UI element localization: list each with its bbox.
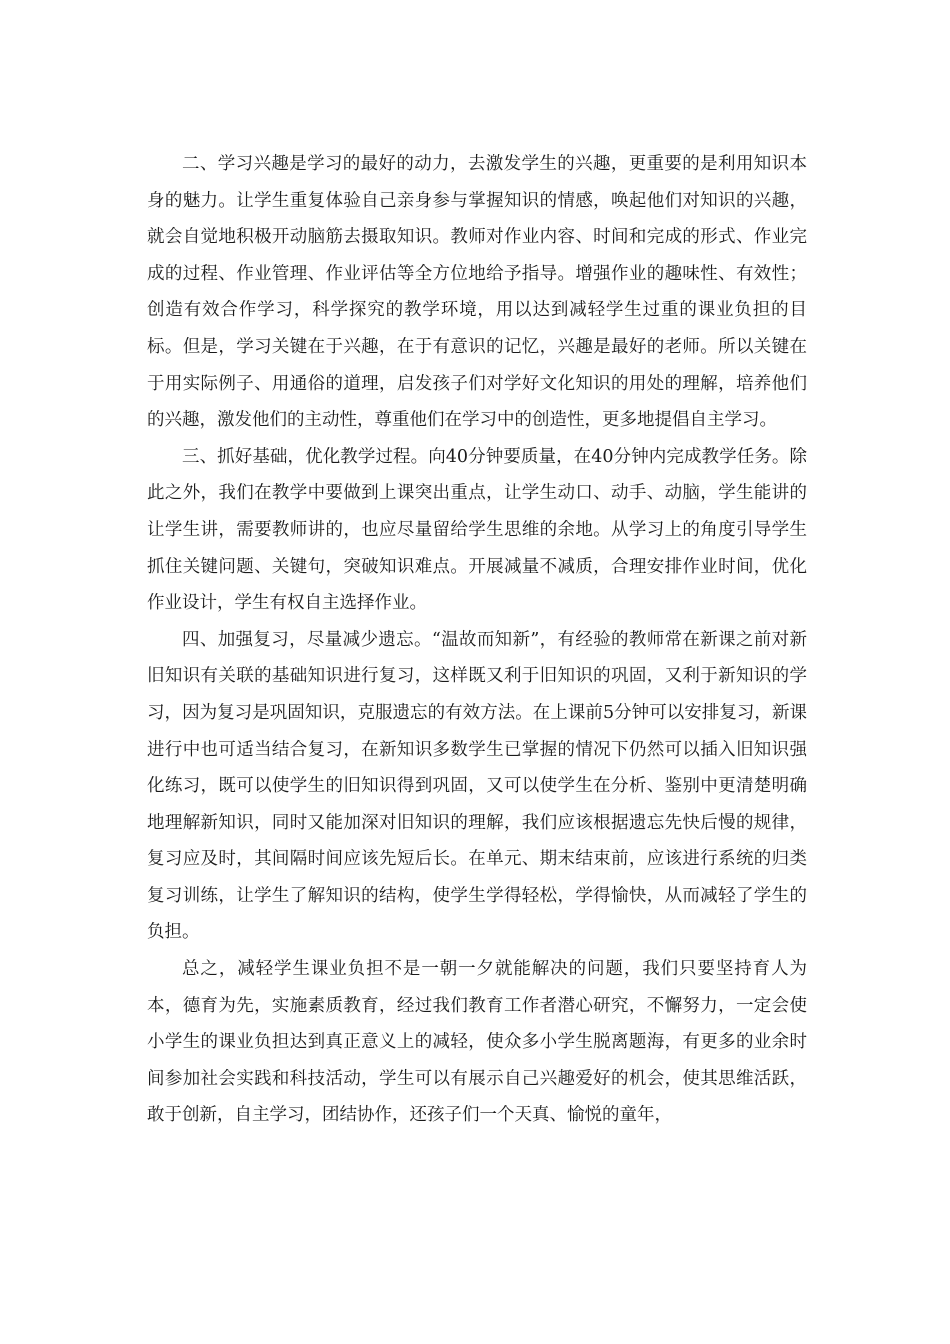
paragraph-review: 四、加强复习，尽量减少遗忘。“温故而知新”，有经验的教师常在新课之前对新旧知识有关联的基础知识进行复习，这样既又利于旧知识的巩固，又利于新知识的学习，因为复习是巩固知识，克服遗忘的有效方法。在上课前5分钟可以安排复习，新课进行中也可适当结合复习，在新知识多数学生已掌握的情况下仍然可以插入旧知识强化练习，既可以使学生的旧知识得到巩固，又可以使学生在分析、鉴别中更清楚明确地理解新知识，同时又能加深对旧知识的理解，我们应该根据遗忘先快后慢的规律，复习应及时，其间隔时间应该先短后长。在单元、期末结束前，应该进行系统的归类复习训练，让学生了解知识的结构，使学生学得轻松，学得愉快，从而减轻了学生的负担。 bbox=[147, 629, 807, 943]
document-body bbox=[147, 146, 807, 1134]
paragraph-interest: 二、学习兴趣是学习的最好的动力，去激发学生的兴趣，更重要的是利用知识本身的魅力。让学生重复体验自己亲身参与掌握知识的情感，唤起他们对知识的兴趣，就会自觉地积极开动脑筋去摄取知识。教师对作业内容、时间和完成的形式、作业完成的过程、作业管理、作业评估等全方位地给予指导。增强作业的趣味性、有效性；创造有效合作学习，科学探究的教学环境，用以达到减轻学生过重的课业负担的目标。但是，学习关键在于兴趣，在于有意识的记忆，兴趣是最好的老师。所以关键在于用实际例子、用通俗的道理，启发孩子们对学好文化知识的用处的理解，培养他们的兴趣，激发他们的主动性，尊重他们在学习中的创造性，更多地提倡自主学习。 bbox=[147, 154, 807, 431]
paragraph-basics: 三、抓好基础，优化教学过程。向40分钟要质量，在40分钟内完成教学任务。除此之外，我们在教学中要做到上课突出重点，让学生动口、动手、动脑，学生能讲的让学生讲，需要教师讲的，也应尽量留给学生思维的余地。从学习上的角度引导学生抓住关键问题、关键句，突破知识难点。开展减量不减质，合理安排作业时间，优化作业设计，学生有权自主选择作业。 bbox=[147, 446, 807, 614]
paragraph-conclusion: 总之，减轻学生课业负担不是一朝一夕就能解决的问题，我们只要坚持育人为本，德育为先，实施素质教育，经过我们教育工作者潜心研究，不懈努力，一定会使小学生的课业负担达到真正意义上的减轻，使众多小学生脱离题海，有更多的业余时间参加社会实践和科技活动，学生可以有展示自己兴趣爱好的机会，使其思维活跃，敢于创新，自主学习，团结协作，还孩子们一个天真、愉悦的童年， bbox=[147, 959, 807, 1126]
